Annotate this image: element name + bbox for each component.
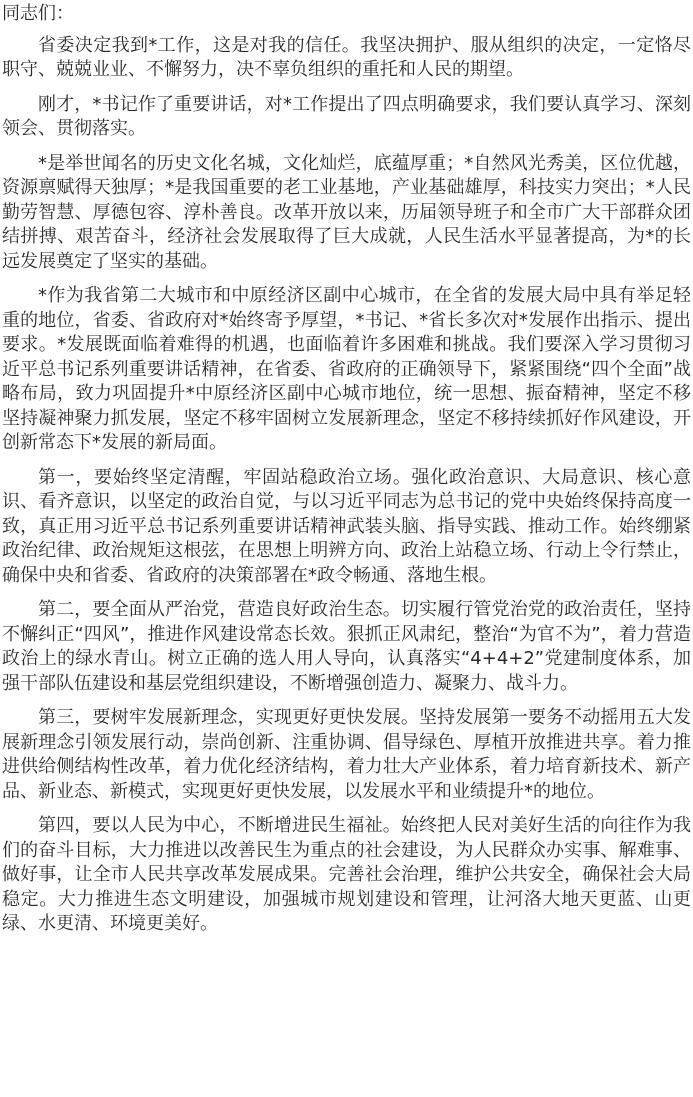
paragraph-appointment: 省委决定我到*工作，这是对我的信任。我坚决拥护、服从组织的决定，一定恪尽职守、兢兢业业、不懈努力，决不辜负组织的重托和人民的期望。 [2,34,691,80]
paragraph-point-two: 第二，要全面从严治党，营造良好政治生态。切实履行管党治党的政治责任，坚持不懈纠正“四风”，推进作风建设常态长效。狠抓正风肃纪，整治“为官不为”，着力营造政治上的绿水青山。树立正确的选人用人导向，认真落实“4+4+2”党建制度体系，加强干部队伍建设和基层党组织建设，不断增强创造力、凝聚力、战斗力。 [2,599,691,694]
paragraph-point-one: 第一，要始终坚定清醒，牢固站稳政治立场。强化政治意识、大局意识、核心意识、看齐意识，以坚定的政治自觉，与以习近平同志为总书记的党中央始终保持高度一致，真正用习近平总书记系列重要讲话精神武装头脑、指导实践、推动工作。始终绷紧政治纪律、政治规矩这根弦，在思想上明辨方向、政治上站稳立场、行动上令行禁止，确保中央和省委、省政府的决策部署在*政令畅通、落地生根。 [2,466,691,586]
paragraph-city-overview: *是举世闻名的历史文化名城，文化灿烂，底蕴厚重；*自然风光秀美，区位优越，资源禀赋得天独厚；*是我国重要的老工业基地，产业基础雄厚，科技实力突出；*人民勤劳智慧、厚德包容、淳朴善良。改革开放以来，历届领导班子和全市广大干部群众团结拼搏、艰苦奋斗，经济社会发展取得了巨大成就，人民生活水平显著提高，为*的长远发展奠定了坚实的基础。 [2,152,691,272]
paragraph-requirements: 刚才，*书记作了重要讲话，对*工作提出了四点明确要求，我们要认真学习、深刻领会、贯彻落实。 [2,93,691,139]
greeting: 同志们： [2,3,74,24]
paragraph-point-three: 第三，要树牢发展新理念，实现更好更快发展。坚持发展第一要务不动摇用五大发展新理念引领发展行动，崇尚创新、注重协调、倡导绿色、厚植开放推进共享。着力推进供给侧结构性改革，着力优化经济结构，着力壮大产业体系，着力培育新技术、新产品、新业态、新模式，实现更好更快发展，以发展水平和业绩提升*的地位。 [2,707,691,802]
paragraph-development-context: *作为我省第二大城市和中原经济区副中心城市，在全省的发展大局中具有举足轻重的地位，省委、省政府对*始终寄予厚望，*书记、*省长多次对*发展作出指示、提出要求。*发展既面临着难得的机遇，也面临着许多困难和挑战。我们要深入学习贯彻习近平总书记系列重要讲话精神，在省委、省政府的正确领导下，紧紧围绕“四个全面”战略布局，致力巩固提升*中原经济区副中心城市地位，统一思想、振奋精神，坚定不移坚持凝神聚力抓发展，坚定不移牢固树立发展新理念，坚定不移持续抓好作风建设，开创新常态下*发展的新局面。 [2,285,691,453]
paragraph-point-four: 第四，要以人民为中心，不断增进民生福祉。始终把人民对美好生活的向往作为我们的奋斗目标，大力推进以改善民生为重点的社会建设，为人民群众办实事、解难事、做好事，让全市人民共享改革发展成果。完善社会治理，维护公共安全，确保社会大局稳定。大力推进生态文明建设，加强城市规划建设和管理，让河洛大地天更蓝、山更绿、水更清、环境更美好。 [2,815,691,934]
